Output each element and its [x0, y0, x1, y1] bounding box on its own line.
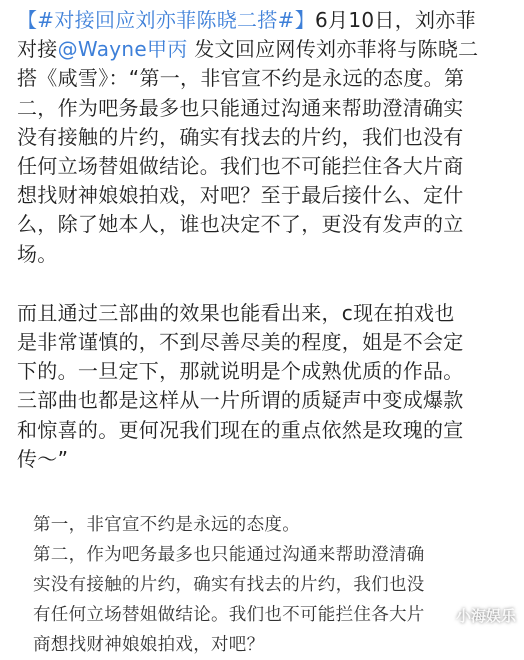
post-line: 是非常谨慎的，不到尽善尽美的程度，姐是不会定 [17, 330, 464, 355]
quoted-image [0, 500, 524, 655]
post-line: 场。 [17, 241, 58, 266]
post-line: 传～” [17, 446, 69, 471]
watermark: 小海娱乐 [455, 607, 516, 625]
quote-line: 实没有接触的片约，确实有找去的片约，我们也没 [33, 575, 425, 595]
post-line: 二，作为吧务最多也只能通过沟通来帮助澄清确实 [17, 95, 464, 120]
post-line: 没有接触的片约，确实有找去的片约，我们也没有 [17, 124, 464, 149]
quoted-text [33, 510, 425, 660]
post-line: 而且通过三部曲的效果也能看出来，c现在拍戏也 [17, 300, 455, 325]
mention-link[interactable]: @Wayne甲丙 [57, 37, 188, 62]
post-line: 下的。一旦定下，那就说明是个成熟优质的作品。 [17, 359, 464, 384]
post-line: 搭《咸雪》：“第一，非官宣不约是永远的态度。第 [17, 66, 465, 91]
paragraph-gap [17, 269, 513, 299]
post-line: 任何立场替姐做结论。我们也不可能拦住各大片商 [17, 154, 464, 179]
post-text: 发文回应网传刘亦菲将与陈晓二 [187, 37, 479, 62]
quote-line: 第一，非官宣不约是永远的态度。 [33, 515, 300, 535]
quote-line: 商想找财神娘娘拍戏，对吧？ [33, 635, 265, 655]
post-line [17, 6, 513, 35]
post-text: 对接 [17, 37, 58, 62]
post-line: 么，除了她本人，谁也决定不了，更没有发声的立 [17, 212, 464, 237]
quote-line: 有任何立场替姐做结论。我们也不可能拦住各大片 [33, 605, 425, 625]
hashtag-link[interactable]: 【#对接回应刘亦菲陈晓二搭#】 [17, 8, 316, 32]
post-line: 和惊喜的。更何况我们现在的重点依然是玫瑰的宣 [17, 417, 464, 442]
post-line: 想找财神娘娘拍戏，对吧？至于最后接什么、定什 [17, 183, 464, 208]
post-line [17, 35, 513, 64]
post-text: 6月10日，刘亦菲 [315, 8, 476, 32]
post-line: 三部曲也都是这样从一片所谓的质疑声中变成爆款 [17, 388, 464, 413]
quote-line: 第二，作为吧务最多也只能通过沟通来帮助澄清确 [33, 545, 425, 565]
post-body [17, 6, 513, 474]
